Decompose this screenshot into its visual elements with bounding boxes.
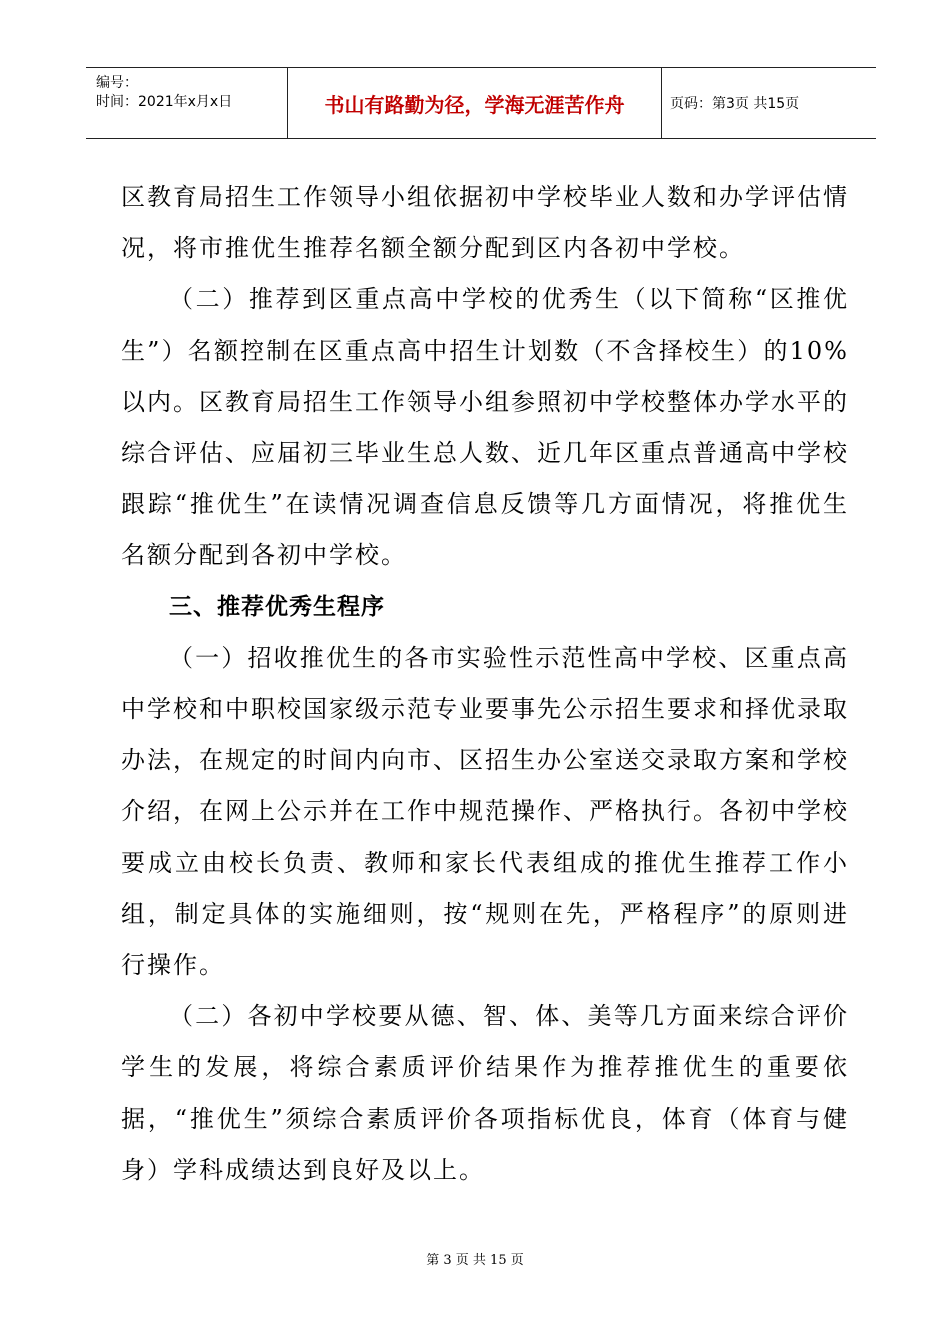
paragraph-3: （一）招收推优生的各市实验性示范性高中学校、区重点高中学校和中职校国家级示范专业要事先公示招生要求和择优录取办法，在规定的时间内向市、区招生办公室送交录取方案和学校介绍，在网上公示并在工作中规范操作、严格执行。各初中学校要成立由校长负责、教师和家长代表组成的推优生推荐工作小组，制定具体的实施细则，按“规则在先，严格程序”的原则进行操作。 <box>121 643 849 980</box>
header-page-info: 页码：第3页 共15页 <box>670 96 800 112</box>
document-header <box>86 67 876 139</box>
section-heading: 三、推荐优秀生程序 <box>169 593 385 620</box>
header-motto: 书山有路勤为径，学海无涯苦作舟 <box>288 68 662 138</box>
page-footer: 第 3 页 共 15 页 <box>426 1253 524 1268</box>
paragraph-1: 区教育局招生工作领导小组依据初中学校毕业人数和办学评估情况，将市推优生推荐名额全额分配到区内各初中学校。 <box>121 183 849 263</box>
header-meta-cell <box>86 68 288 138</box>
time-label: 时间：2021年x月x日 <box>96 94 233 110</box>
paragraph-2: （二）推荐到区重点高中学校的优秀生（以下简称“区推优生”）名额控制在区重点高中招生计划数（不含择校生）的10%以内。区教育局招生工作领导小组参照初中学校整体办学水平的综合评估、应届初三毕业生总人数、近几年区重点普通高中学校跟踪“推优生”在读情况调查信息反馈等几方面情况，将推优生名额分配到各初中学校。 <box>121 285 849 570</box>
paragraph-4: （二）各初中学校要从德、智、体、美等几方面来综合评价学生的发展，将综合素质评价结果作为推荐推优生的重要依据，“推优生”须综合素质评价各项指标优良，体育（体育与健身）学科成绩达到良好及以上。 <box>121 1002 849 1184</box>
number-label: 编号： <box>96 75 138 91</box>
document-body <box>121 172 849 1196</box>
